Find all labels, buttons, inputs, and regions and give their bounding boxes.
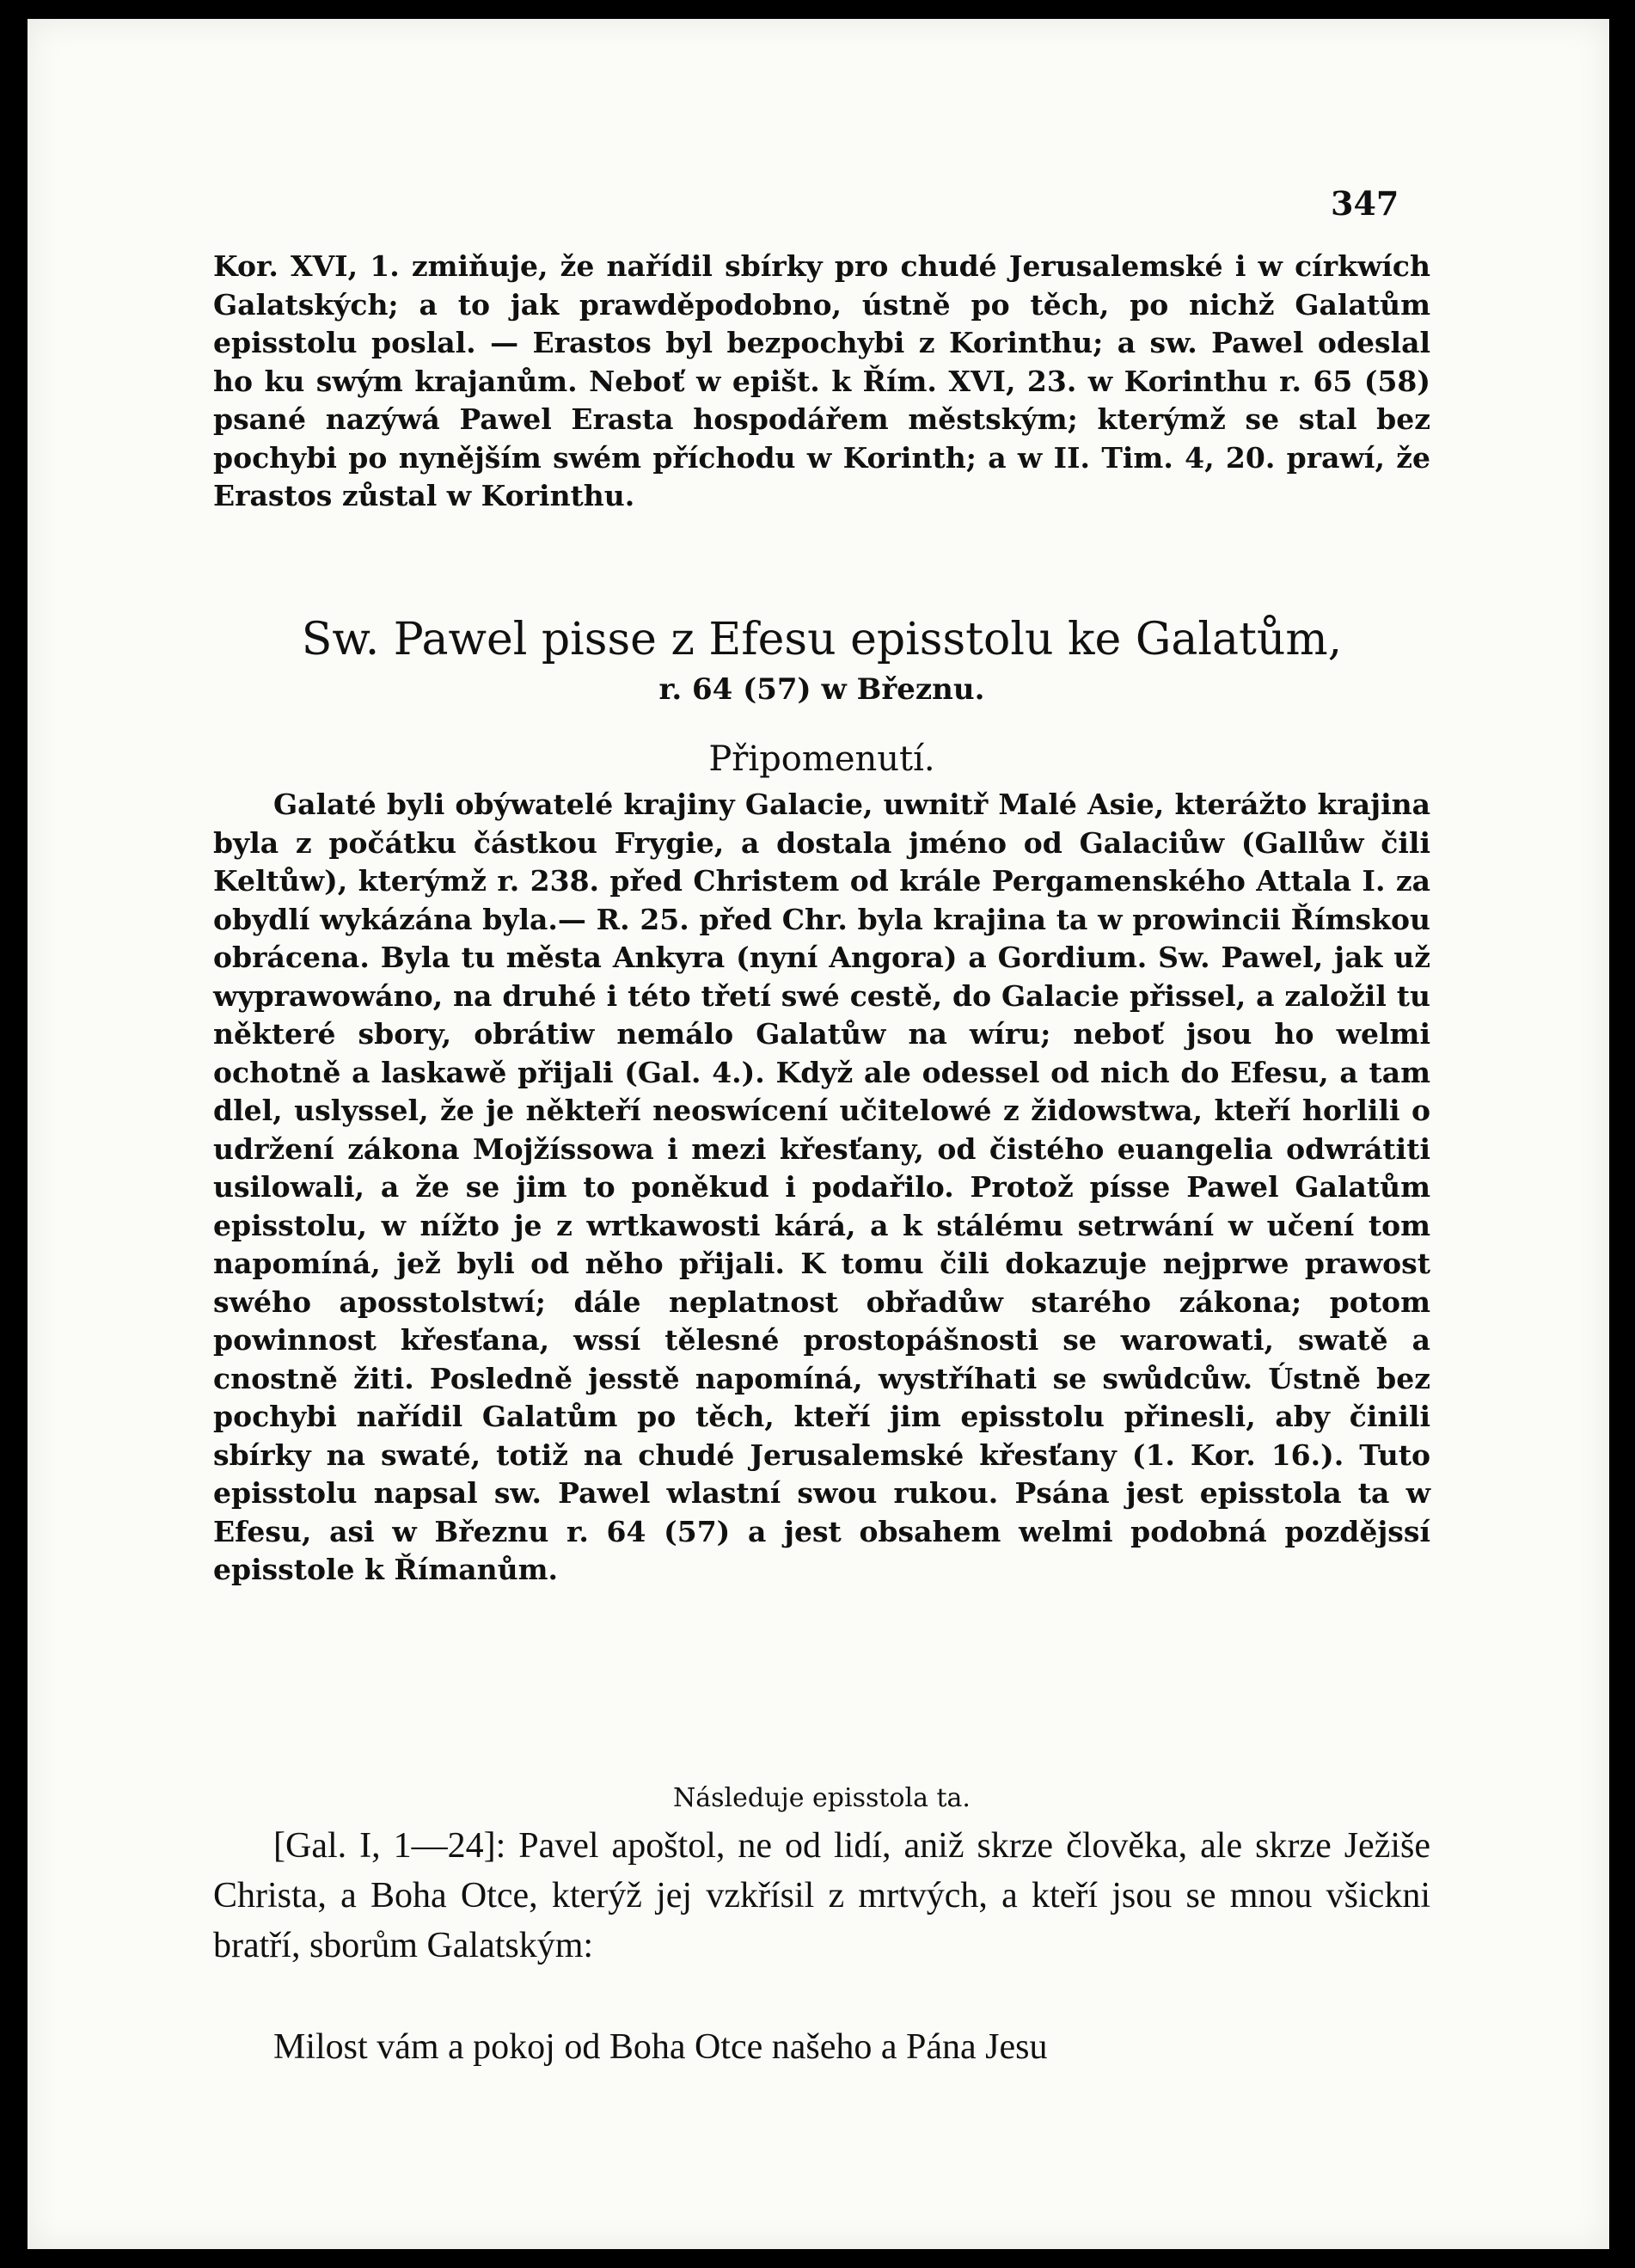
following-note: Následuje episstola ta. [673,1783,971,1813]
scripture-paragraph: [Gal. I, 1—24]: Pavel apoštol, ne od lidí, aniž skrze člověka, ale skrze Ježiše Christa, a Boha Otce, kterýž jej vzkřísil z mrtvých, a kteří jsou se mnou všickni bratří, sborům Galatským: [213,1826,1430,1965]
section-date: r. 64 (57) w Březnu. [658,672,985,707]
remark-heading: Připomenutí. [708,739,935,779]
intro-paragraph: Kor. XVI, 1. zmiňuje, že nařídil sbírky pro chudé Jerusalemské i w církwích Galatských; a to jak prawděpodobno, ústně po těch, po nichž Galatům episstolu poslal. — Erastos byl bezpochybi z Korinthu; a sw. Pawel odeslal ho ku swým krajanům. Neboť w epišt. k Řím. XVI, 23. w Korinthu r. 65 (58) psané nazýwá Pawel Erasta hospodářem městským; kterýmž se stal bez pochybi po nynějším swém příchodu w Korinth; a w II. Tim. 4, 20. prawí, že Erastos zůstal w Korinthu. [213,249,1430,512]
section-heading: Sw. Pawel pisse z Efesu episstolu ke Galatům, [301,614,1343,665]
body-paragraph: Galaté byli obýwatelé krajiny Galacie, uwnitř Malé Asie, kterážto krajina byla z počátku částkou Frygie, a dostala jméno od Galaciůw (Gallůw čili Keltůw), kterýmž r. 238. před Christem od krále Pergamenského Attala I. za obydlí wykázána byla.— R. 25. před Chr. byla krajina ta w prowincii Římskou obrácena. Byla tu města Ankyra (nyní Angora) a Gordium. Sw. Pawel, jak už wyprawowáno, na druhé i této třetí swé cestě, do Galacie přissel, a založil tu některé sbory, obrátiw nemálo Galatůw na wíru; neboť jsou ho welmi ochotně a laskawě přijali (Gal. 4.). Když ale odessel od nich do Efesu, a tam dlel, uslyssel, že je někteří neoswícení učitelowé z židowstwa, kteří horlili o udržení zákona Mojžíssowa i mezi křesťany, od čistého euangelia odwrátiti usilowali, a že se jim to poněkud i podařilo. Protož písse Pawel Galatům episstolu, w nížto je z wrtkawosti kárá, a k stálému setrwání w učení tom napomíná, jež byli od něho přijali. K tomu čili dokazuje nejprwe prawost swého aposstolstwí; dále neplatnost obřadůw starého zákona; potom powinnost křesťana, wssí tělesné prostopášnosti se warowati, swatě a cnostně žiti. Posledně jesstě napomíná, wystříhati se swůdcůw. Ústně bez pochybi nařídil Galatům po těch, kteří jim episstolu přinesli, aby činili sbírky na swaté, totiž na chudé Jerusalemské křesťany (1. Kor. 16.). Tuto episstolu napsal sw. Pawel wlastní swou rukou. Psána jest episstola ta w Efesu, asi w Březnu r. 64 (57) a jest obsahem welmi podobná pozdějssí episstole k Římanům. [213,788,1430,1586]
scripture-continuation: Milost vám a pokoj od Boha Otce našeho a Pána Jesu [273,2027,1048,2067]
page-number: 347 [1331,184,1399,223]
